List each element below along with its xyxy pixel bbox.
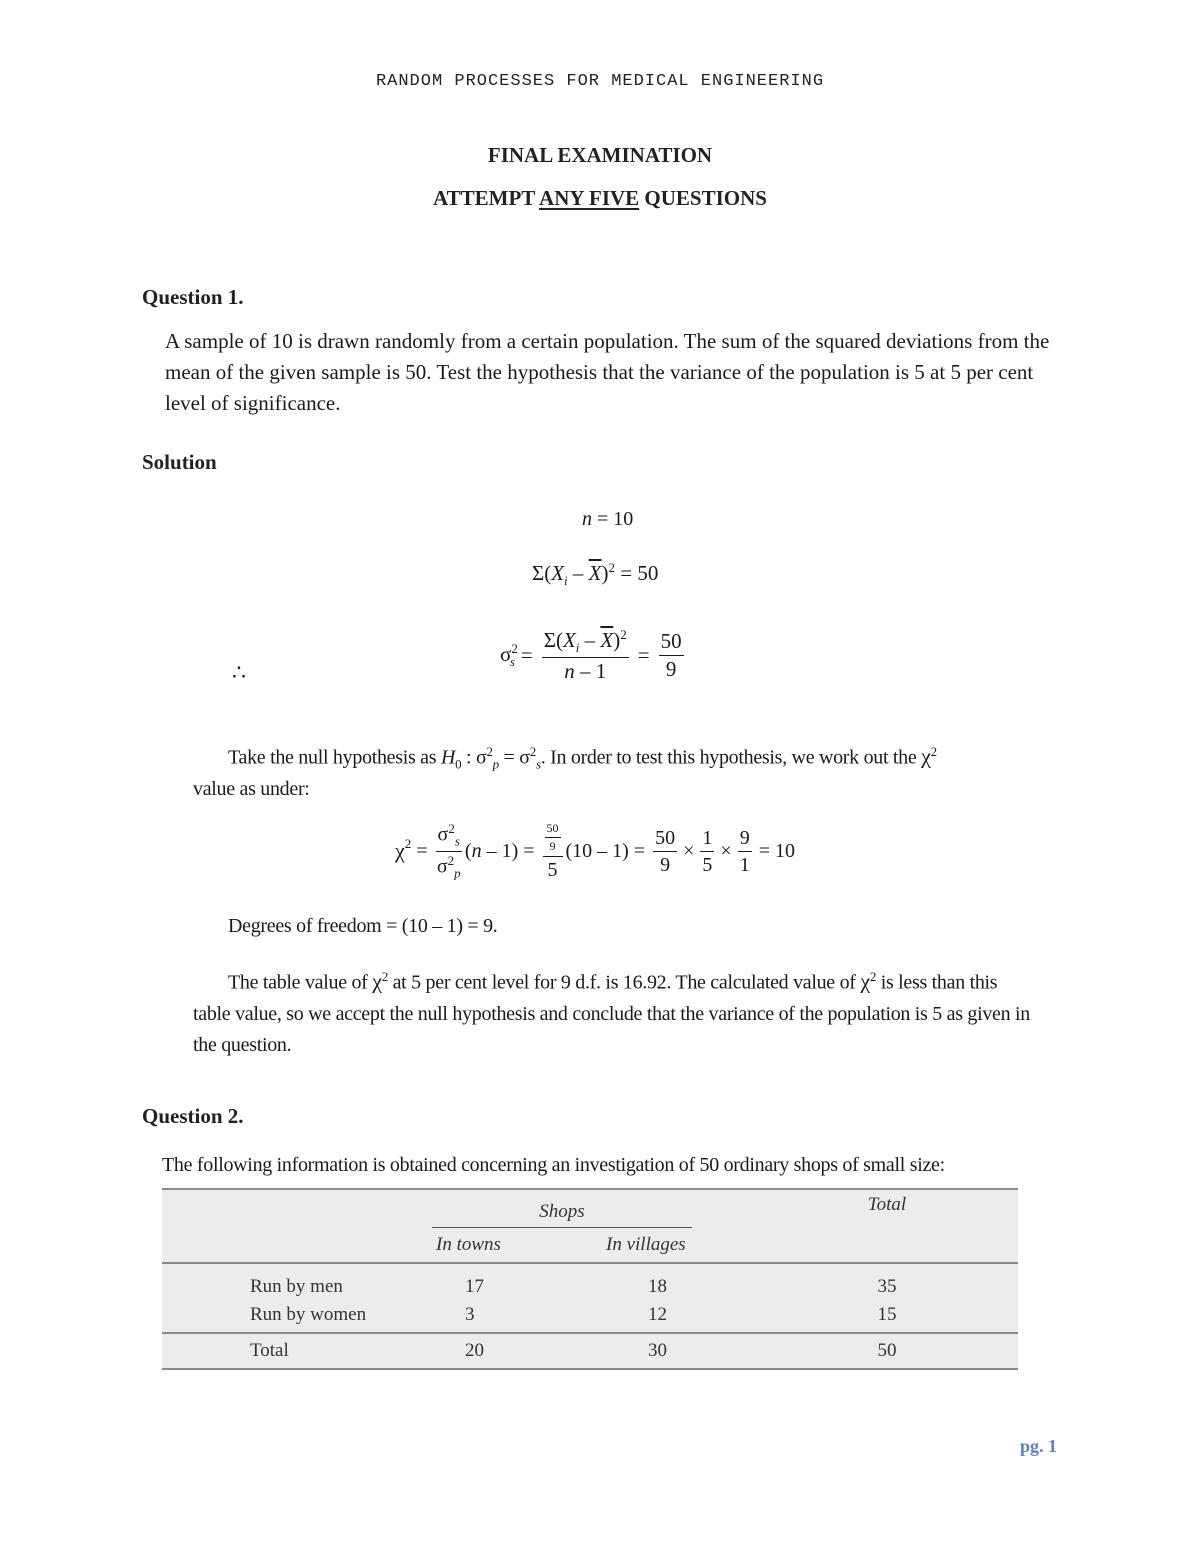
exam-instruction	[0, 186, 1200, 211]
instruction-emphasis: ANY FIVE	[539, 186, 640, 210]
cell-towns: 20	[465, 1340, 484, 1361]
table-row	[162, 1263, 1018, 1298]
cell-total: 15	[877, 1304, 897, 1325]
variance-denominator: 9	[665, 657, 677, 682]
equation-n: n = 10	[582, 508, 634, 530]
cell-towns: 3	[465, 1304, 475, 1325]
row-label: Run by men	[250, 1276, 343, 1297]
instruction-post: QUESTIONS	[639, 186, 767, 210]
cell-villages: 12	[648, 1304, 667, 1325]
equation-chi-square: χ $^2$ = $\frac{\sigma^2_s}{\sigma^2_p}$ (n – 1) = $\frac{\frac{50}{9}}{5}$ (10 – 1) = $\frac{50}{9}$ × $\frac{1}{5}$ × $\frac{9}{1}$ = 10	[395, 821, 795, 881]
question-1-text: A sample of 10 is drawn randomly from a certain population. The sum of the squared deviations from the mean of the given sample is 50. Test the hypothesis that the variance of the population is 5 at 5 per cent level of significance.	[165, 329, 1050, 415]
degrees-of-freedom: Degrees of freedom = (10 – 1) = 9.	[228, 915, 498, 937]
table-subheader-row	[162, 1228, 1018, 1263]
cell-total: 35	[877, 1276, 897, 1297]
row-label: Run by women	[250, 1304, 367, 1325]
cell-towns: 17	[465, 1276, 484, 1297]
shops-table	[162, 1188, 1018, 1370]
row-label: Total	[250, 1340, 289, 1361]
equation-sum-squares: $\Sigma(X_i - \overline{X})^2 = 50$	[532, 560, 659, 589]
conclusion-text: The table value of $\chi^2$ at 5 per cent level for 9 d.f. is 16.92. The calculated value of $\chi^2$ is less than this table value, so we accept the null hypothesis and conclude that the variance of the population is 5 as given in the question.	[193, 968, 1030, 1056]
solution-heading: Solution	[142, 450, 217, 474]
equation-sample-variance: $\sigma^2_s$ = $\frac{\Sigma(X_i - \overline{X})^2}{n - 1}$ = $\frac{50}{9}$	[500, 627, 682, 684]
chi-square-result: = 10	[758, 839, 795, 862]
question-2-heading: Question 2.	[142, 1104, 244, 1128]
table-row	[162, 1298, 1018, 1333]
instruction-pre: ATTEMPT	[433, 186, 540, 210]
cell-villages: 30	[648, 1340, 667, 1361]
null-hypothesis-text: Take the null hypothesis as $H_0$ : $\sigma^2_p = \sigma^2_s$. In order to test this hypothesis, we work out the $\chi^2$	[228, 743, 937, 772]
page-number: pg. 1	[1020, 1436, 1058, 1456]
cell-total: 50	[877, 1340, 897, 1361]
therefore-symbol: ∴	[232, 660, 246, 685]
total-header: Total	[867, 1194, 907, 1215]
course-header: RANDOM PROCESSES FOR MEDICAL ENGINEERING	[375, 72, 825, 91]
table-total-row	[162, 1333, 1018, 1369]
cell-villages: 18	[648, 1276, 667, 1297]
exam-title: FINAL EXAMINATION	[487, 143, 713, 167]
shops-header-label: Shops	[432, 1201, 692, 1228]
null-hypothesis-text-cont: value as under:	[193, 778, 310, 800]
variance-numerator: 50	[659, 630, 684, 656]
question-1-heading: Question 1.	[142, 285, 244, 309]
header-in-villages: In villages	[606, 1234, 686, 1255]
question-2-text: The following information is obtained concerning an investigation of 50 ordinary shops of small size:	[162, 1154, 945, 1176]
table-header-row	[162, 1189, 1018, 1228]
header-in-towns: In towns	[436, 1234, 501, 1255]
table-group-header	[432, 1189, 756, 1228]
